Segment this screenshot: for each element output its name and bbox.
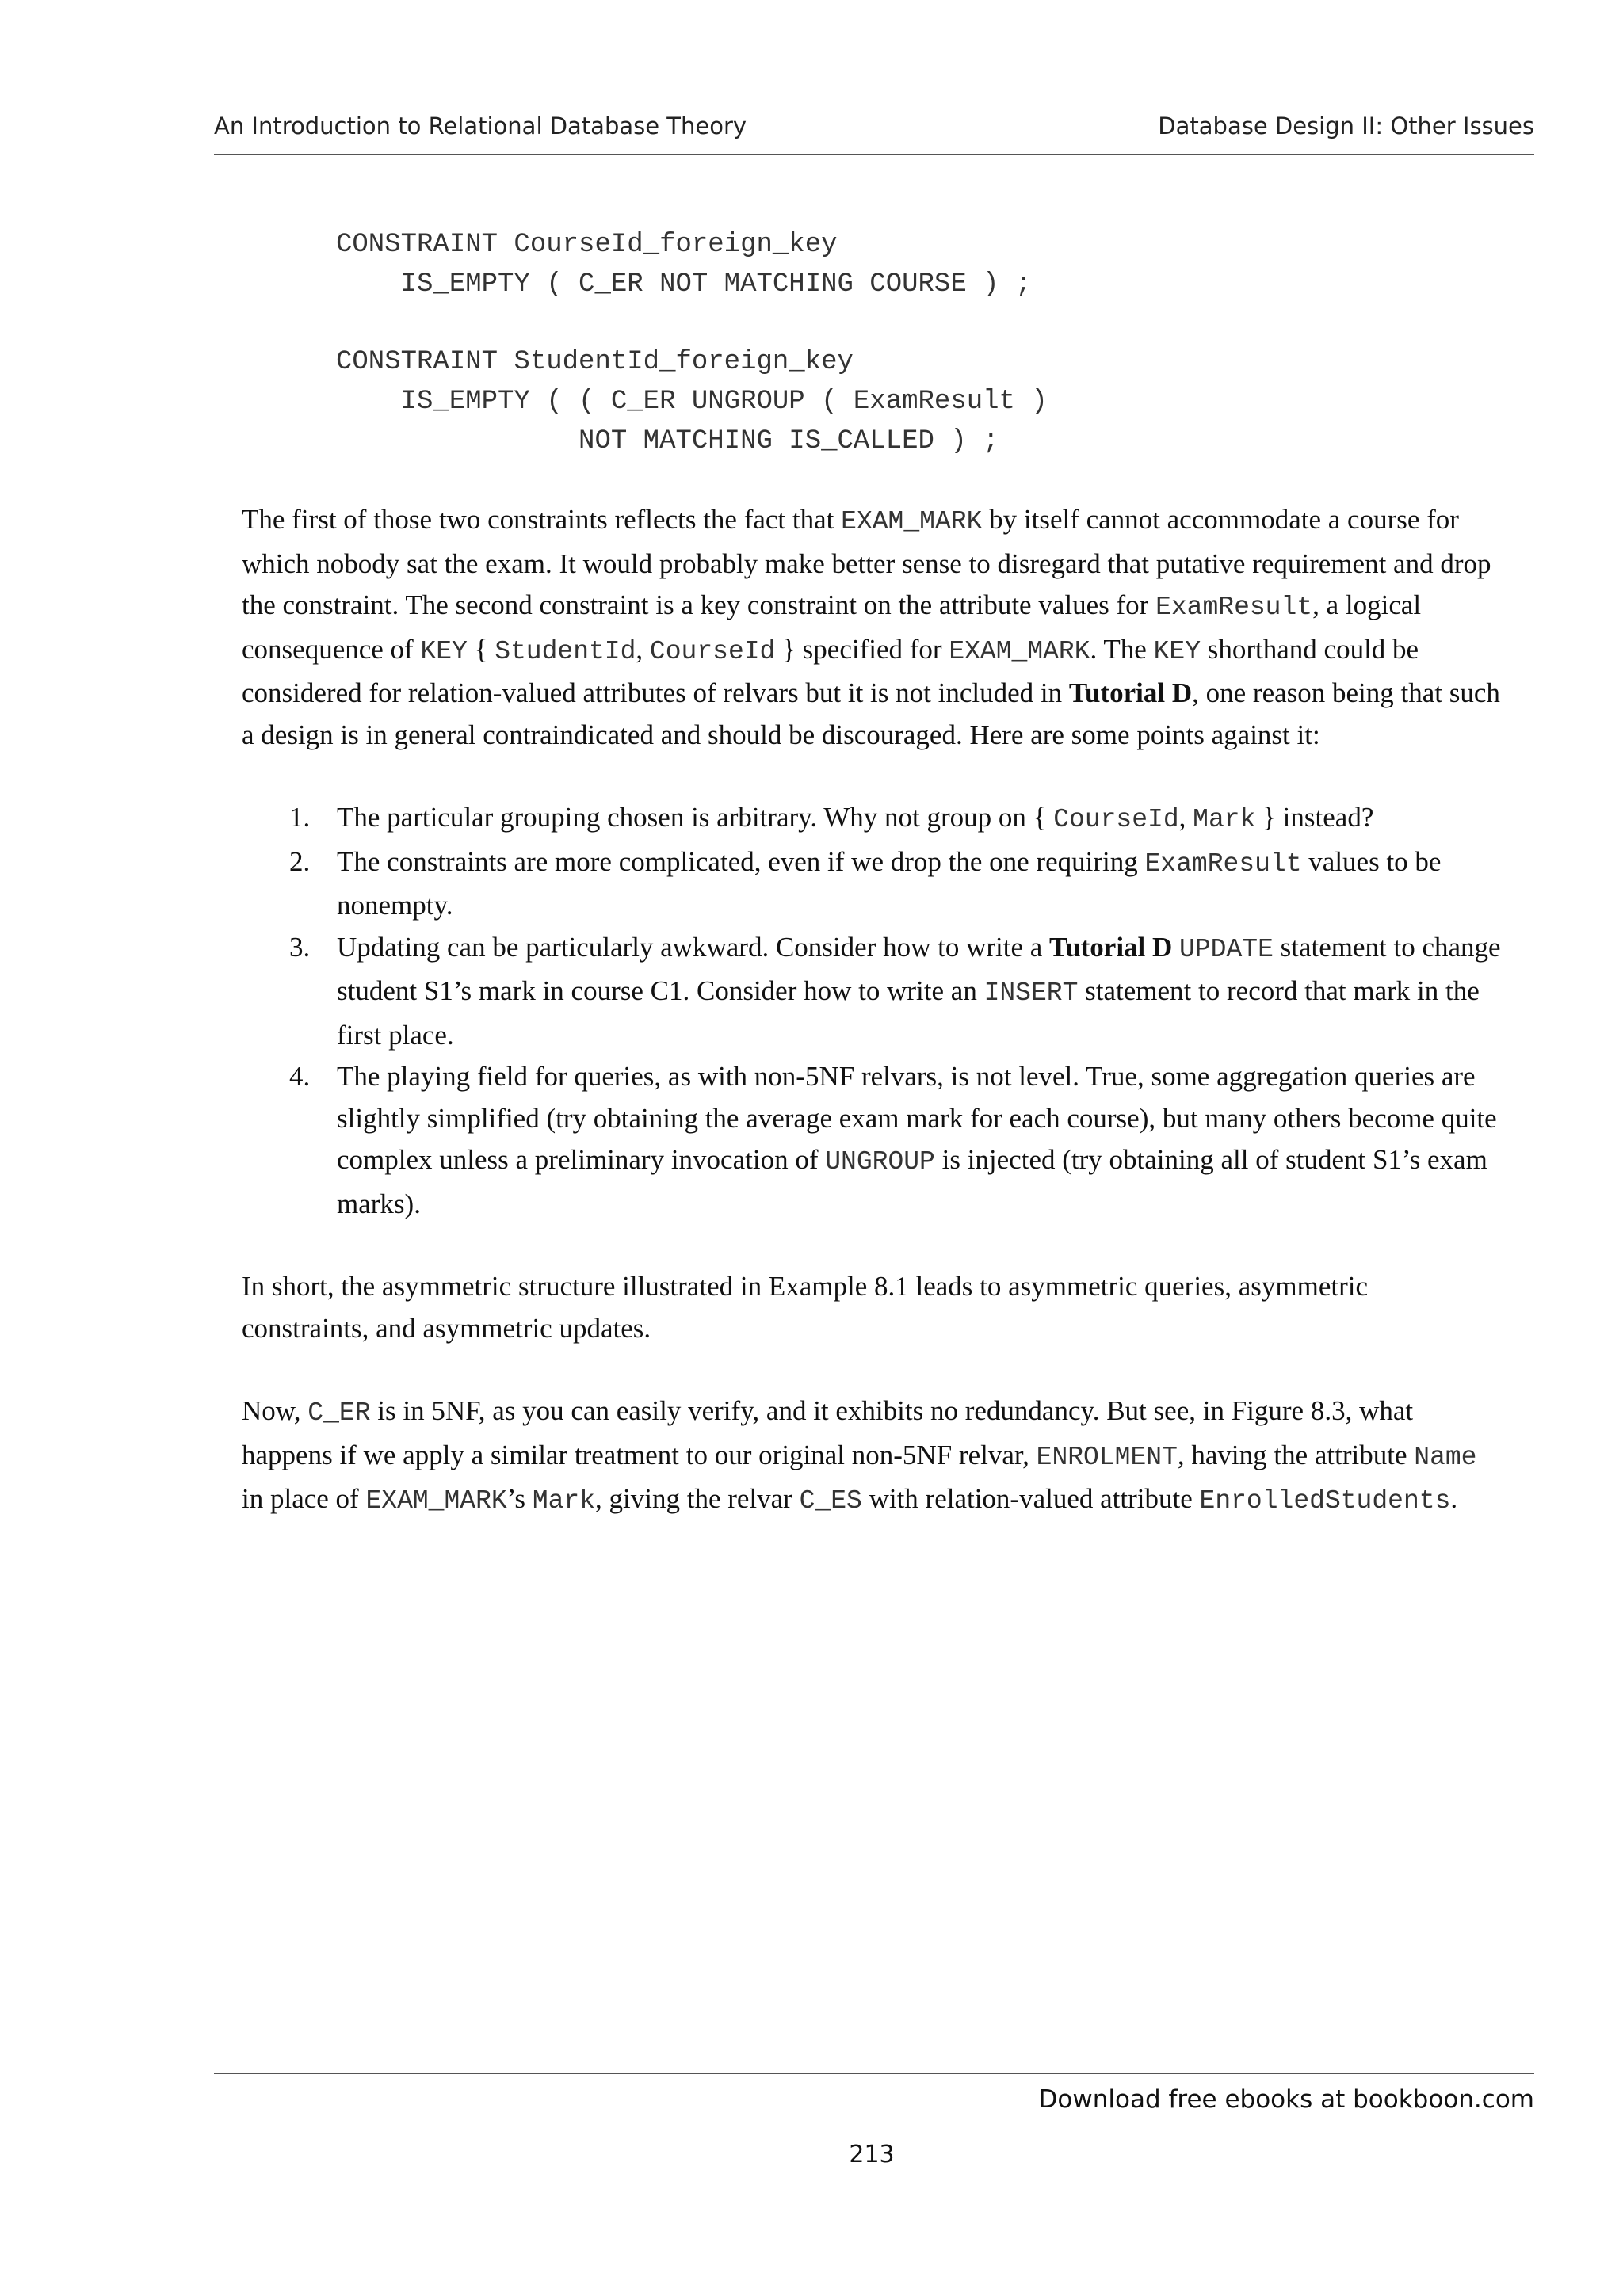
text: shorthand could be considered for relation-valued attributes of relvars but it is not included in	[242, 633, 1419, 708]
list-number: 2.	[289, 845, 311, 877]
running-header-chapter: Database Design II: Other Issues	[1158, 113, 1534, 139]
code-inline: CourseId	[649, 636, 776, 666]
code-line: CONSTRAINT StudentId_foreign_key	[336, 347, 854, 377]
code-inline: ExamResult	[1144, 849, 1302, 879]
code-line: IS_EMPTY ( ( C_ER UNGROUP ( ExamResult )	[336, 387, 1048, 417]
text: ,	[636, 633, 650, 665]
code-inline: KEY	[420, 636, 468, 666]
code-inline: EnrolledStudents	[1199, 1486, 1451, 1516]
text: statement to change student S1’s mark in course C1. Consider how to write an	[337, 931, 1501, 1006]
bold-text: Tutorial D	[1049, 931, 1173, 963]
code-inline: Mark	[532, 1486, 596, 1516]
running-header-title: An Introduction to Relational Database Theory	[214, 113, 747, 139]
list-item	[242, 841, 1502, 927]
code-inline: ENROLMENT	[1036, 1442, 1178, 1472]
download-link[interactable]: Download free ebooks at bookboon.com	[1038, 2085, 1534, 2114]
footer-divider	[214, 2073, 1534, 2074]
code-inline: ExamResult	[1155, 593, 1313, 622]
paragraph-5nf	[242, 1390, 1502, 1523]
list-item	[242, 797, 1502, 841]
text: in place of	[242, 1483, 366, 1514]
list-number: 1.	[289, 802, 311, 833]
code-inline: EXAM_MARK	[841, 507, 983, 536]
bold-text: Tutorial D	[1068, 677, 1193, 708]
text: The constraints are more complicated, even if we drop the one requiring	[337, 845, 1145, 877]
page-number: 213	[849, 2141, 895, 2168]
code-inline: Name	[1414, 1442, 1477, 1472]
text: } instead?	[1255, 802, 1374, 833]
text: The playing field for queries, as with non-5NF relvars, is not level. True, some aggregation queries are slightly simplified (try obtaining the average exam mark for each course), but many others become quite complex unless a preliminary invocation of	[337, 1061, 1497, 1175]
text: , having the attribute	[1177, 1439, 1415, 1470]
code-inline: CourseId	[1053, 805, 1179, 834]
text: Now,	[242, 1395, 308, 1426]
list-number: 3.	[289, 931, 311, 963]
text: statement to record that mark in the first place.	[337, 975, 1480, 1051]
text: The particular grouping chosen is arbitrary. Why not group on {	[337, 802, 1054, 833]
code-inline: C_ES	[799, 1486, 862, 1516]
text: The first of those two constraints reflects the fact that	[242, 504, 842, 535]
code-inline: EXAM_MARK	[949, 636, 1090, 666]
code-inline: Mark	[1193, 805, 1256, 834]
text: is injected (try obtaining all of student S1’s exam marks).	[337, 1144, 1487, 1219]
code-inline: UPDATE	[1179, 934, 1274, 964]
text: } specified for	[775, 633, 949, 665]
code-gap	[336, 304, 1048, 342]
text: by itself cannot accommodate a course for which nobody sat the exam. It would probably make better sense to disregard that putative requirement and drop the constraint. The second constraint is a key constraint on the attribute values for	[242, 504, 1491, 620]
text: , giving the relvar	[595, 1483, 800, 1514]
code-line: CONSTRAINT CourseId_foreign_key	[336, 230, 838, 260]
body-text	[242, 499, 1502, 1564]
text: , one reason being that such a design is in general contraindicated and should be discouraged. Here are some points against it:	[242, 677, 1500, 750]
text: ,	[1178, 802, 1193, 833]
code-inline: C_ER	[307, 1398, 371, 1428]
text: {	[467, 633, 495, 665]
paragraph-constraints	[242, 499, 1502, 756]
text: . The	[1090, 633, 1154, 665]
code-inline: UNGROUP	[825, 1147, 935, 1177]
code-inline: StudentId	[495, 636, 636, 666]
code-line: NOT MATCHING IS_CALLED ) ;	[336, 426, 999, 456]
list-item	[242, 927, 1502, 1057]
text: ’s	[506, 1483, 533, 1514]
paragraph-summary: In short, the asymmetric structure illustrated in Example 8.1 leads to asymmetric queries, asymmetric constraints, and asymmetric updates.	[242, 1271, 1368, 1344]
text	[1172, 932, 1179, 963]
code-block	[336, 225, 1048, 461]
code-inline: KEY	[1153, 636, 1201, 666]
text: with relation-valued attribute	[861, 1483, 1200, 1514]
list-number: 4.	[289, 1061, 311, 1092]
points-list	[242, 797, 1502, 1225]
code-inline: INSERT	[983, 978, 1079, 1008]
text: , a logical consequence of	[242, 589, 1422, 665]
text: Updating can be particularly awkward. Consider how to write a	[337, 931, 1050, 963]
text: values to be nonempty.	[337, 845, 1442, 921]
code-line: IS_EMPTY ( C_ER NOT MATCHING COURSE ) ;	[336, 269, 1032, 299]
header-divider	[214, 154, 1534, 155]
text: .	[1450, 1483, 1458, 1514]
code-inline: EXAM_MARK	[365, 1486, 507, 1516]
list-item	[242, 1056, 1502, 1225]
text: is in 5NF, as you can easily verify, and it exhibits no redundancy. But see, in Figure 8.3, what happens if we apply a similar treatment to our original non-5NF relvar,	[242, 1395, 1414, 1470]
